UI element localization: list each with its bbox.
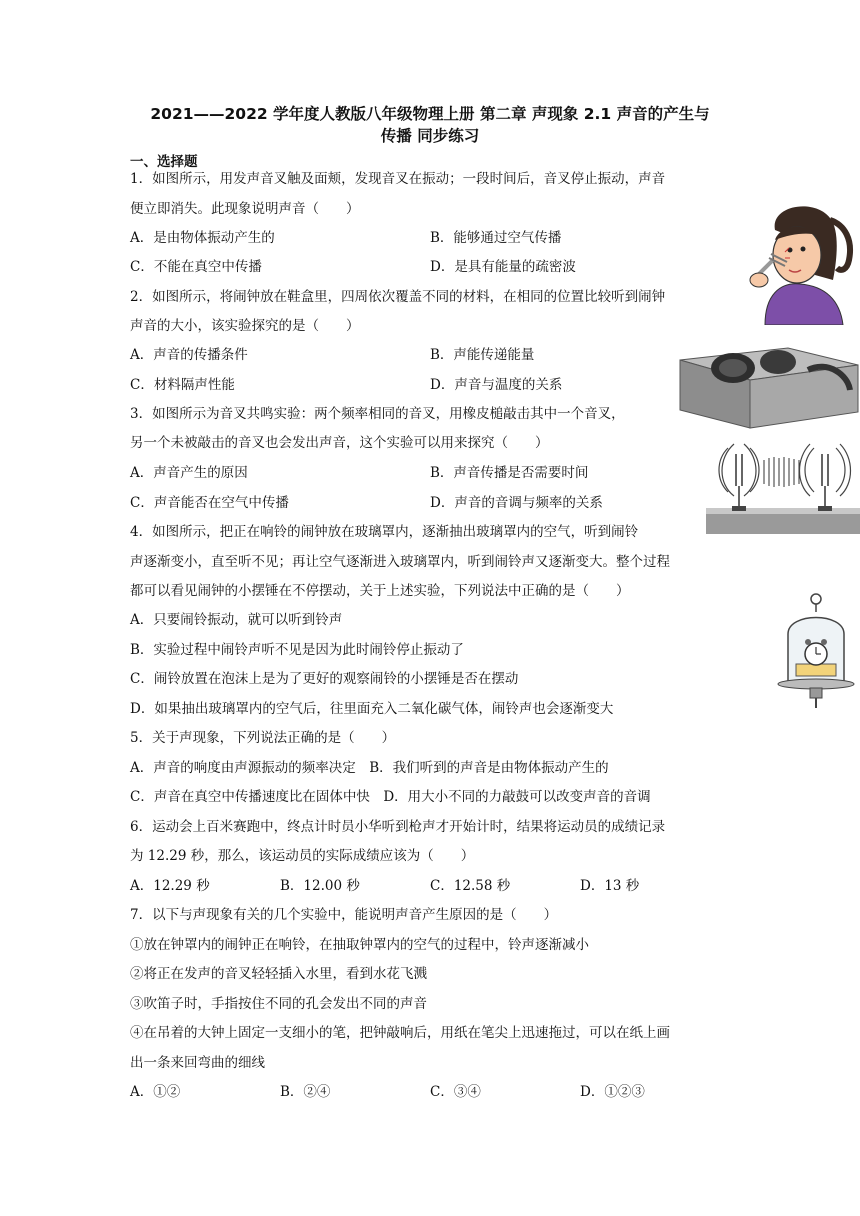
q2-option-d: D．声音与温度的关系 xyxy=(430,377,563,393)
q1-option-c: C．不能在真空中传播 xyxy=(130,259,262,275)
q4-option-a: A．只要闹铃振动，就可以听到铃声 xyxy=(130,612,343,628)
q4-option-b: B．实验过程中闹铃声听不见是因为此时闹铃停止振动了 xyxy=(130,642,464,658)
q1-stem-2: 便立即消失。此现象说明声音（ ） xyxy=(130,201,360,217)
q6-option-b: B．12.00 秒 xyxy=(280,878,360,894)
q1-option-b: B．能够通过空气传播 xyxy=(430,230,562,246)
q2-option-b: B．声能传递能量 xyxy=(430,347,535,363)
q2-stem-2: 声音的大小，该实验探究的是（ ） xyxy=(130,318,360,334)
tuning-fork-resonance-figure xyxy=(706,440,860,534)
q7-item-3: ③吹笛子时，手指按住不同的孔会发出不同的声音 xyxy=(130,996,427,1012)
q7-stem: 7．以下与声现象有关的几个实验中，能说明声音产生原因的是（ ） xyxy=(130,907,558,923)
girl-tuning-fork-figure xyxy=(745,200,857,325)
q6-stem-2: 为 12.29 秒，那么，该运动员的实际成绩应该为（ ） xyxy=(130,848,475,864)
q1-option-d: D．是具有能量的疏密波 xyxy=(430,259,576,275)
q4-stem-2: 声逐渐变小，直至听不见；再让空气逐渐进入玻璃罩内，听到闹铃声又逐渐变大。整个过程 xyxy=(130,554,670,570)
shoebox-clock-figure xyxy=(678,330,860,430)
q7-option-d: D．①②③ xyxy=(580,1084,645,1100)
q3-option-d: D．声音的音调与频率的关系 xyxy=(430,495,603,511)
bell-jar-clock-figure xyxy=(776,592,856,712)
title-line-2: 传播 同步练习 xyxy=(380,127,480,145)
q6-option-c: C．12.58 秒 xyxy=(430,878,511,894)
q7-item-2: ②将正在发声的音叉轻轻插入水里，看到水花飞溅 xyxy=(130,966,427,982)
q3-stem-1: 3．如图所示为音叉共鸣实验：两个频率相同的音叉，用橡皮槌敲击其中一个音叉， xyxy=(130,406,625,422)
q6-option-d: D．13 秒 xyxy=(580,878,640,894)
q5-options-ab: A．声音的响度由声源振动的频率决定 B．我们听到的声音是由物体振动产生的 xyxy=(130,760,609,776)
q7-option-a: A．①② xyxy=(130,1084,181,1100)
q5-stem: 5．关于声现象，下列说法正确的是（ ） xyxy=(130,730,396,746)
q7-option-c: C．③④ xyxy=(430,1084,481,1100)
q7-option-b: B．②④ xyxy=(280,1084,331,1100)
q5-options-cd: C．声音在真空中传播速度比在固体中快 D．用大小不同的力敲鼓可以改变声音的音调 xyxy=(130,789,651,805)
q3-stem-2: 另一个未被敲击的音叉也会发出声音，这个实验可以用来探究（ ） xyxy=(130,435,549,451)
q7-item-4a: ④在吊着的大钟上固定一支细小的笔，把钟敲响后，用纸在笔尖上迅速拖过，可以在纸上画 xyxy=(130,1025,670,1041)
q3-option-c: C．声音能否在空气中传播 xyxy=(130,495,289,511)
q4-option-d: D．如果抽出玻璃罩内的空气后，往里面充入二氧化碳气体，闹铃声也会逐渐变大 xyxy=(130,701,614,717)
q6-stem-1: 6．运动会上百米赛跑中，终点计时员小华听到枪声才开始计时，结果将运动员的成绩记录 xyxy=(130,819,666,835)
q3-option-b: B．声音传播是否需要时间 xyxy=(430,465,589,481)
q1-stem-1: 1．如图所示，用发声音叉触及面颊，发现音叉在振动；一段时间后，音叉停止振动，声音 xyxy=(130,171,666,187)
q7-item-4b: 出一条来回弯曲的细线 xyxy=(130,1055,265,1071)
q4-stem-3: 都可以看见闹钟的小摆锤在不停摆动，关于上述实验，下列说法中正确的是（ ） xyxy=(130,583,630,599)
q7-item-1: ①放在钟罩内的闹钟正在响铃，在抽取钟罩内的空气的过程中，铃声逐渐减小 xyxy=(130,937,589,953)
q4-option-c: C．闹铃放置在泡沫上是为了更好的观察闹铃的小摆锤是否在摆动 xyxy=(130,671,519,687)
q4-stem-1: 4．如图所示，把正在响铃的闹钟放在玻璃罩内，逐渐抽出玻璃罩内的空气，听到闹铃 xyxy=(130,524,639,540)
title-line-1: 2021——2022 学年度人教版八年级物理上册 第二章 声现象 2.1 声音的产生与 xyxy=(150,105,710,123)
q2-option-a: A．声音的传播条件 xyxy=(130,347,248,363)
q2-stem-1: 2．如图所示，将闹钟放在鞋盒里，四周依次覆盖不同的材料，在相同的位置比较听到闹钟 xyxy=(130,289,666,305)
q3-option-a: A．声音产生的原因 xyxy=(130,465,248,481)
q6-option-a: A．12.29 秒 xyxy=(130,878,210,894)
q2-option-c: C．材料隔声性能 xyxy=(130,377,235,393)
q1-option-a: A．是由物体振动产生的 xyxy=(130,230,275,246)
section-heading: 一、选择题 xyxy=(130,154,198,170)
document-title xyxy=(60,103,800,147)
